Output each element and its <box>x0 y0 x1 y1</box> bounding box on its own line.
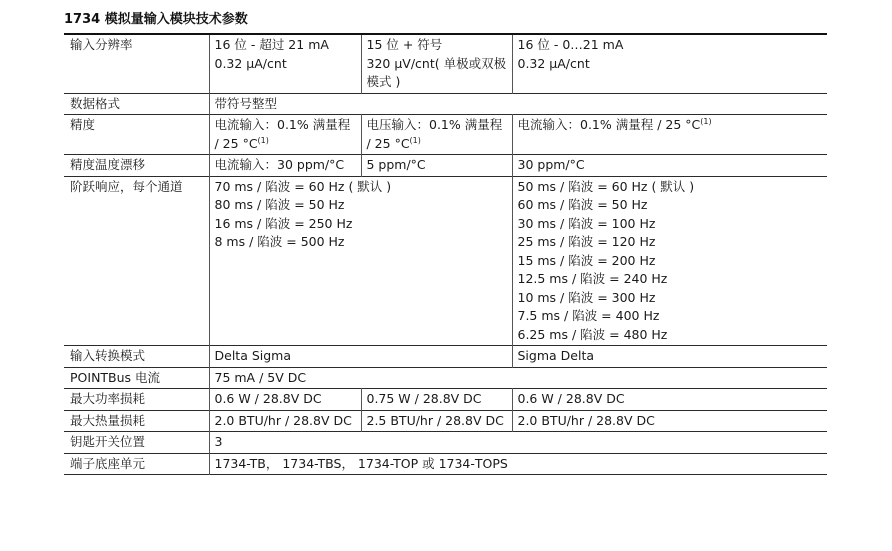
cell-line-wrap: 320 µV/cnt( 单极或双极模式 ) <box>366 55 507 89</box>
cell-resolution-2 <box>361 34 512 93</box>
cell-pointbus: 75 mA / 5V DC <box>209 367 827 389</box>
cell-terminal-base: 1734-TB， 1734-TBS， 1734-TOP 或 1734-TOPS <box>209 453 827 475</box>
row-label: 钥匙开关位置 <box>70 434 146 449</box>
row-terminal-base <box>64 453 827 475</box>
cell-line: 15 位 + 符号 <box>366 37 443 52</box>
cell-line: 80 ms / 陷波 = 50 Hz <box>214 197 345 212</box>
row-conversion <box>64 346 827 368</box>
row-label: 端子底座单元 <box>70 455 146 471</box>
cell-drift-2: 5 ppm/°C <box>361 155 512 177</box>
cell-step-response-right <box>512 176 827 346</box>
cell-line: 16 位 - 0…21 mA <box>517 37 624 52</box>
row-label: 最大热量损耗 <box>70 412 146 428</box>
cell-text: 电流输入：0.1% 满量程 / 25 °C <box>517 117 701 132</box>
row-label: POINTBus 电流 <box>70 369 161 385</box>
cell-drift-1: 电流输入：30 ppm/°C <box>209 155 361 177</box>
cell-line: 0.32 µA/cnt <box>517 55 590 71</box>
cell-line: 60 ms / 陷波 = 50 Hz <box>517 197 648 212</box>
cell-line: 6.25 ms / 陷波 = 480 Hz <box>517 326 668 342</box>
cell-line: 16 ms / 陷波 = 250 Hz <box>214 215 353 231</box>
cell-thermal-2: 2.5 BTU/hr / 28.8V DC <box>361 410 512 432</box>
cell-text: 电压输入：0.1% 满量程 / 25 °C <box>366 117 503 151</box>
cell-accuracy-3 <box>512 115 827 155</box>
footnote-ref: (1) <box>257 135 269 145</box>
row-label: 精度温度漂移 <box>70 157 146 172</box>
cell-line: 16 位 - 超过 21 mA <box>214 37 329 52</box>
row-label: 阶跃响应，每个通道 <box>70 178 183 194</box>
cell-resolution-1 <box>209 34 361 93</box>
cell-line: 25 ms / 陷波 = 120 Hz <box>517 234 656 249</box>
cell-accuracy-2 <box>361 115 512 155</box>
row-step-response <box>64 176 827 346</box>
row-label: 输入转换模式 <box>70 348 146 363</box>
row-resolution <box>64 34 827 93</box>
cell-accuracy-1 <box>209 115 361 155</box>
cell-line: 15 ms / 陷波 = 200 Hz <box>517 252 656 268</box>
cell-line: 0.32 µA/cnt <box>214 55 287 71</box>
cell-line: 12.5 ms / 陷波 = 240 Hz <box>517 271 668 286</box>
spec-table <box>64 33 827 475</box>
cell-keyswitch: 3 <box>209 432 827 454</box>
row-thermal <box>64 410 827 432</box>
cell-line: 50 ms / 陷波 = 60 Hz ( 默认 ) <box>517 178 695 194</box>
cell-line: 30 ms / 陷波 = 100 Hz <box>517 215 656 231</box>
row-data-format <box>64 93 827 115</box>
cell-power-3: 0.6 W / 28.8V DC <box>512 389 827 411</box>
row-label: 精度 <box>70 117 96 132</box>
cell-line: 8 ms / 陷波 = 500 Hz <box>214 234 345 249</box>
row-power <box>64 389 827 411</box>
row-accuracy <box>64 115 827 155</box>
row-label: 输入分辨率 <box>70 37 133 52</box>
cell-line: 7.5 ms / 陷波 = 400 Hz <box>517 308 660 323</box>
cell-line: 70 ms / 陷波 = 60 Hz ( 默认 ) <box>214 178 392 194</box>
cell-resolution-3 <box>512 34 827 93</box>
cell-conversion-right: Sigma Delta <box>512 346 827 368</box>
row-pointbus <box>64 367 827 389</box>
cell-thermal-3: 2.0 BTU/hr / 28.8V DC <box>512 410 827 432</box>
cell-thermal-1: 2.0 BTU/hr / 28.8V DC <box>209 410 361 432</box>
cell-line: 10 ms / 陷波 = 300 Hz <box>517 289 656 305</box>
cell-power-1: 0.6 W / 28.8V DC <box>209 389 361 411</box>
row-label: 最大功率损耗 <box>70 391 146 406</box>
cell-drift-3: 30 ppm/°C <box>512 155 827 177</box>
footnote-ref: (1) <box>700 116 712 126</box>
row-keyswitch <box>64 432 827 454</box>
table-title: 1734 模拟量输入模块技术参数 <box>64 12 248 27</box>
row-label: 数据格式 <box>70 95 121 111</box>
cell-data-format: 带符号整型 <box>209 93 827 115</box>
cell-step-response-left <box>209 176 512 346</box>
cell-conversion-left: Delta Sigma <box>209 346 512 368</box>
cell-text: 电流输入：0.1% 满量程 / 25 °C <box>214 117 351 151</box>
footnote-ref: (1) <box>409 135 421 145</box>
row-drift <box>64 155 827 177</box>
cell-power-2: 0.75 W / 28.8V DC <box>361 389 512 411</box>
